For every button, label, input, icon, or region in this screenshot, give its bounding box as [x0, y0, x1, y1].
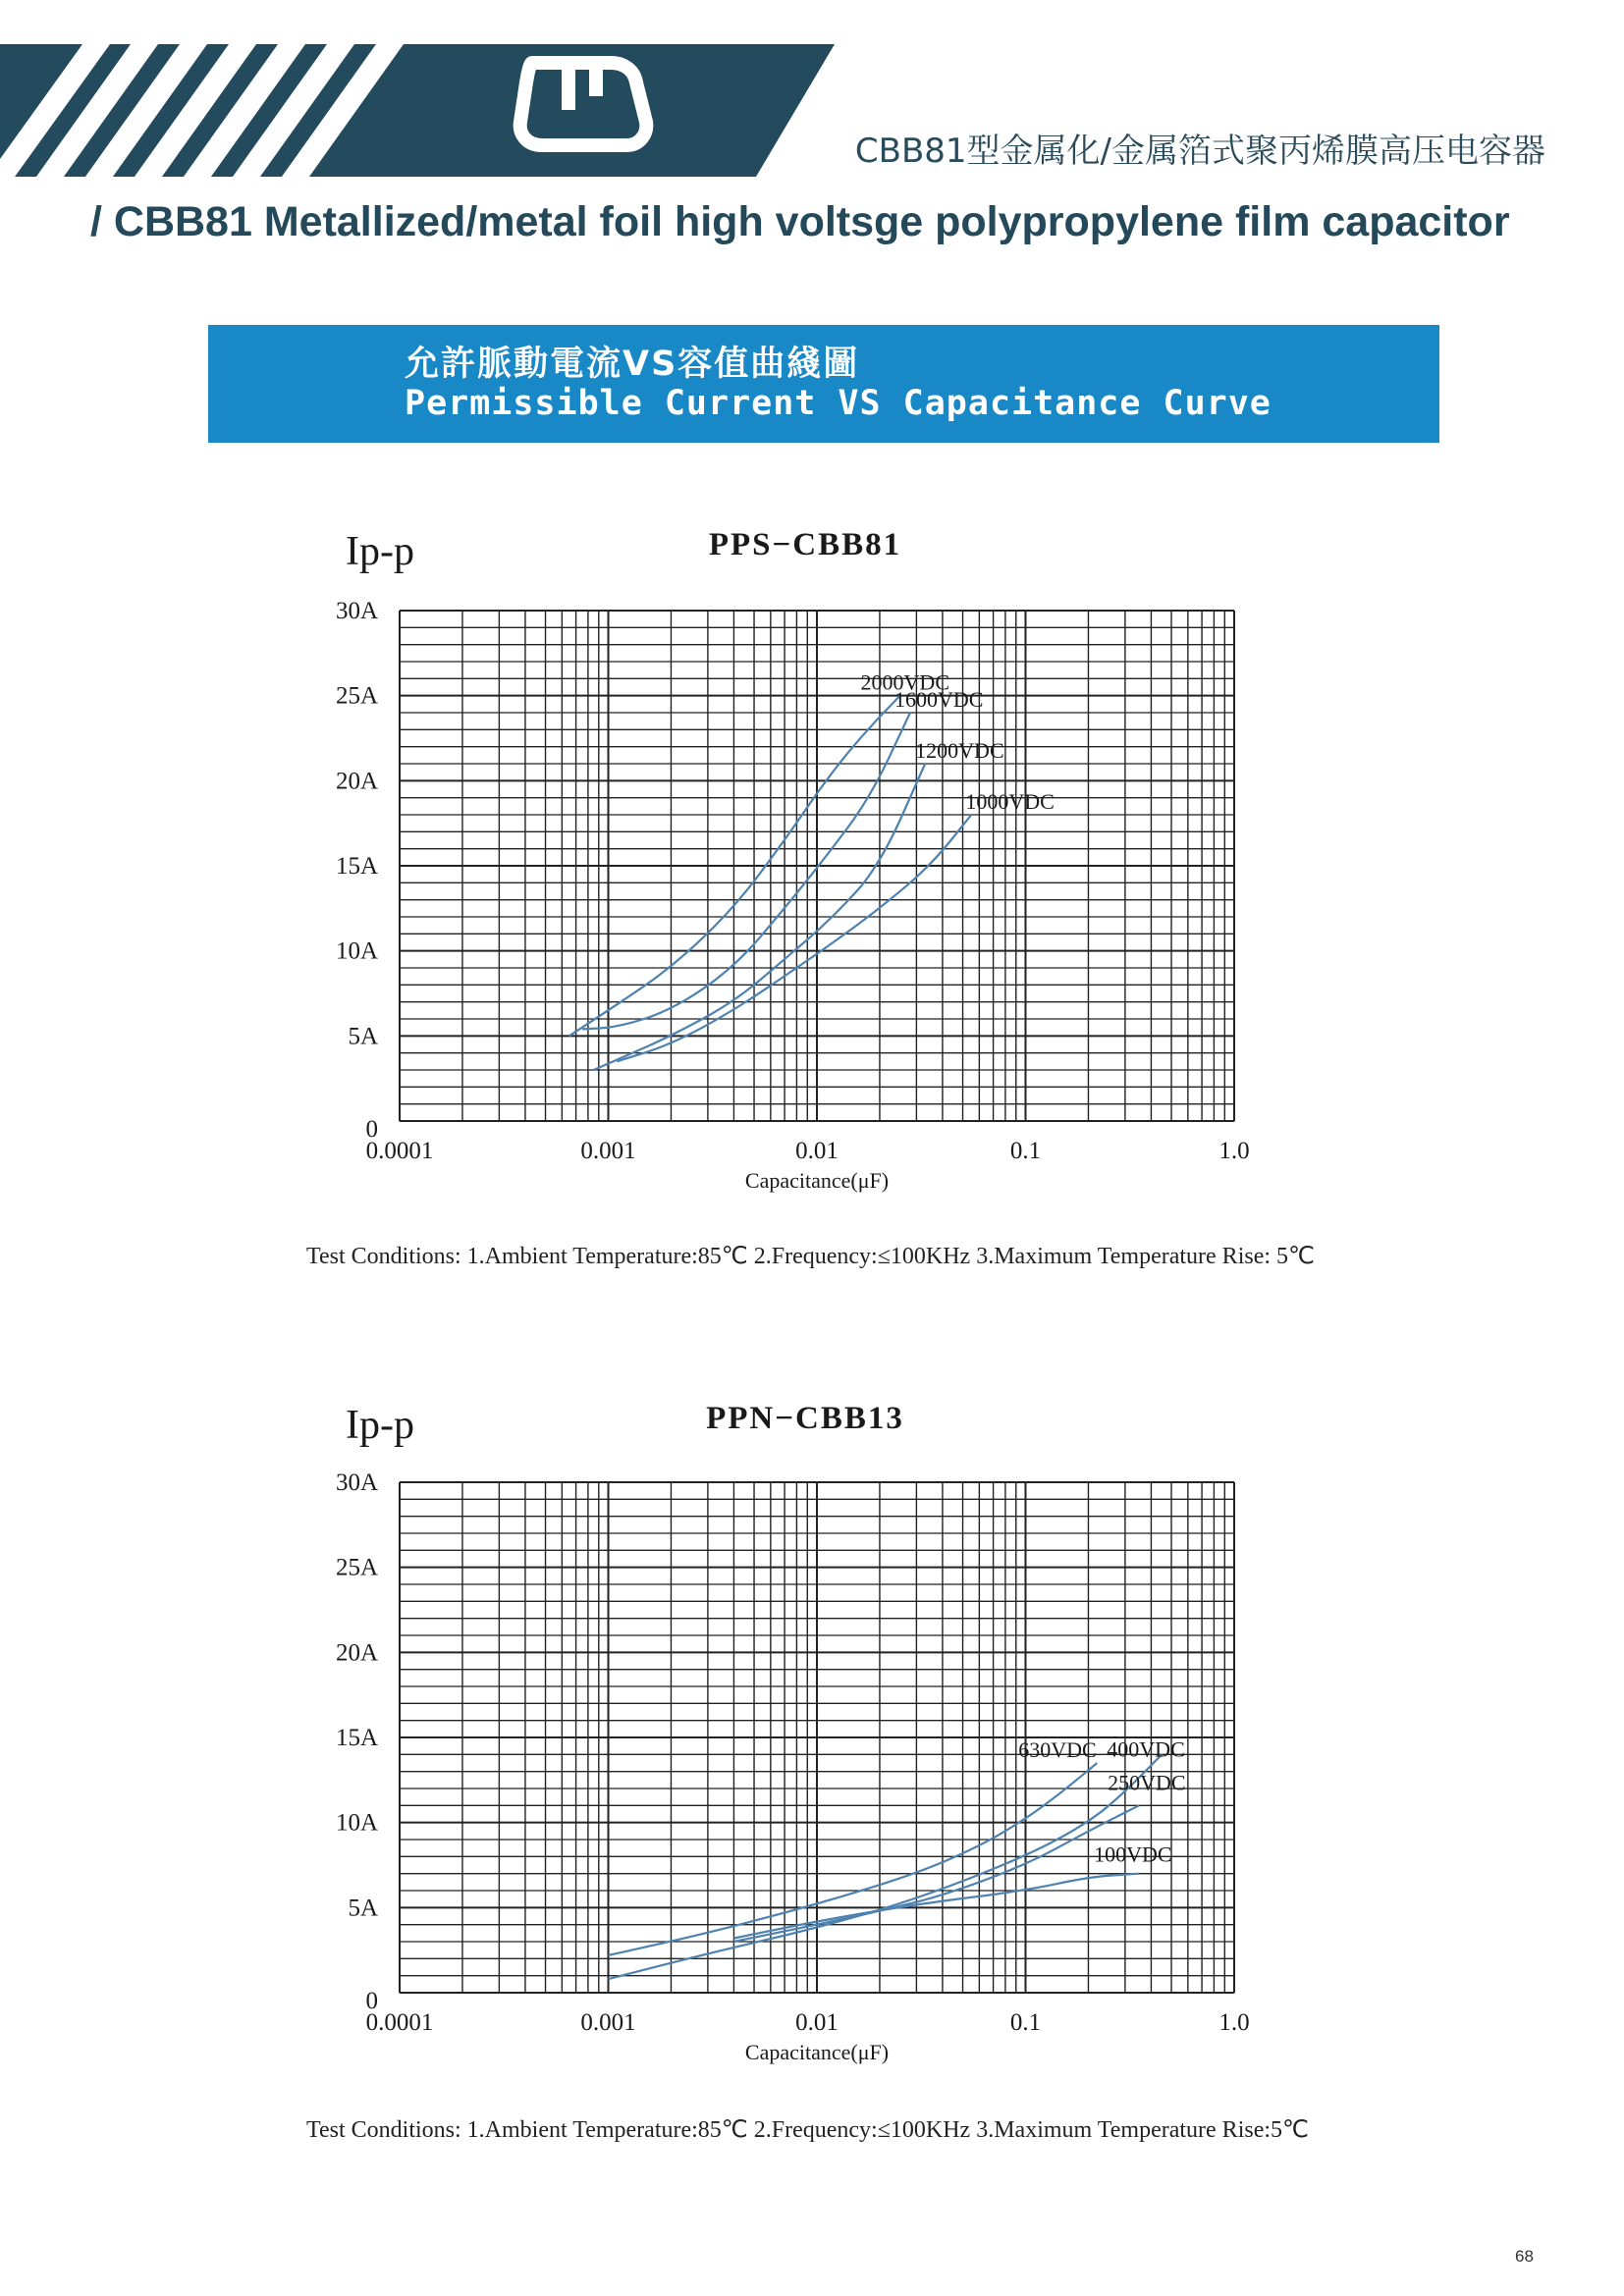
y-tick-label: 10A: [335, 937, 378, 965]
x-tick-label: 0.1: [1009, 1138, 1042, 1164]
y-tick-label: 0: [365, 1116, 378, 1143]
test-conditions-2: Test Conditions: 1.Ambient Temperature:85℃ 2.Frequency:≤100KHz 3.Maximum Temperature Rise:5℃: [306, 2117, 1309, 2143]
x-tick-label: 0.001: [580, 2009, 636, 2036]
series-label-1600vdc: 1600VDC: [894, 687, 984, 712]
series-line-1600vdc: [582, 713, 910, 1029]
chart-title: PPN−CBB13: [706, 1401, 904, 1436]
y-tick-label: 15A: [335, 1725, 378, 1751]
x-tick-label: 1.0: [1218, 2009, 1250, 2036]
y-tick-label: 20A: [335, 1639, 378, 1667]
banner-cn-title: 允許脈動電流VS容值曲綫圖: [405, 345, 860, 384]
series-label-1200vdc: 1200VDC: [915, 738, 1004, 763]
x-axis-label: Capacitance(μF): [744, 2040, 890, 2064]
y-tick-label: 20A: [335, 768, 378, 795]
series-line-630vdc: [609, 1763, 1098, 1955]
section-banner: [208, 325, 1439, 443]
series-label-1000vdc: 1000VDC: [965, 789, 1055, 814]
y-tick-label: 0: [365, 1988, 378, 2014]
y-tick-label: 5A: [348, 1895, 378, 1922]
x-tick-label: 1.0: [1218, 1138, 1250, 1164]
x-tick-label: 0.0001: [365, 1138, 434, 1164]
y-tick-label: 15A: [335, 853, 378, 880]
y-tick-label: 25A: [335, 1554, 378, 1581]
chart-pps-cbb81: [0, 510, 1624, 1217]
x-axis-label: Capacitance(μF): [744, 1168, 890, 1193]
page-number: 68: [1515, 2247, 1534, 2266]
series-label-2000vdc: 2000VDC: [860, 669, 950, 695]
series-label-400vdc: 400VDC: [1107, 1736, 1185, 1762]
x-tick-label: 0.01: [795, 2009, 839, 2036]
y-axis-label: Ip-p: [346, 529, 414, 574]
x-tick-label: 0.1: [1009, 2009, 1042, 2036]
series-label-100vdc: 100VDC: [1094, 1842, 1172, 1867]
chart-ppn-cbb13: [0, 1384, 1624, 2091]
series-line-1000vdc: [617, 815, 971, 1061]
x-tick-label: 0.001: [580, 1138, 636, 1164]
series-label-250vdc: 250VDC: [1108, 1770, 1186, 1795]
x-tick-label: 0.01: [795, 1138, 839, 1164]
y-tick-label: 10A: [335, 1809, 378, 1837]
header-en-title: / CBB81 Metallized/metal foil high voltsge polypropylene film capacitor: [90, 198, 1510, 245]
series-label-630vdc: 630VDC: [1018, 1737, 1097, 1762]
test-conditions-1: Test Conditions: 1.Ambient Temperature:85℃ 2.Frequency:≤100KHz 3.Maximum Temperature Rise: 5℃: [306, 1244, 1315, 1269]
banner-en-title: Permissible Current VS Capacitance Curve: [405, 384, 1272, 423]
header-cn-title: CBB81型金属化/金属箔式聚丙烯膜高压电容器: [854, 132, 1545, 171]
y-tick-label: 5A: [348, 1023, 378, 1050]
y-axis-label: Ip-p: [346, 1403, 414, 1448]
x-tick-label: 0.0001: [365, 2009, 434, 2036]
y-tick-label: 30A: [335, 1469, 378, 1496]
y-tick-label: 30A: [335, 598, 378, 624]
y-tick-label: 25A: [335, 682, 378, 710]
chart-title: PPS−CBB81: [708, 527, 902, 562]
